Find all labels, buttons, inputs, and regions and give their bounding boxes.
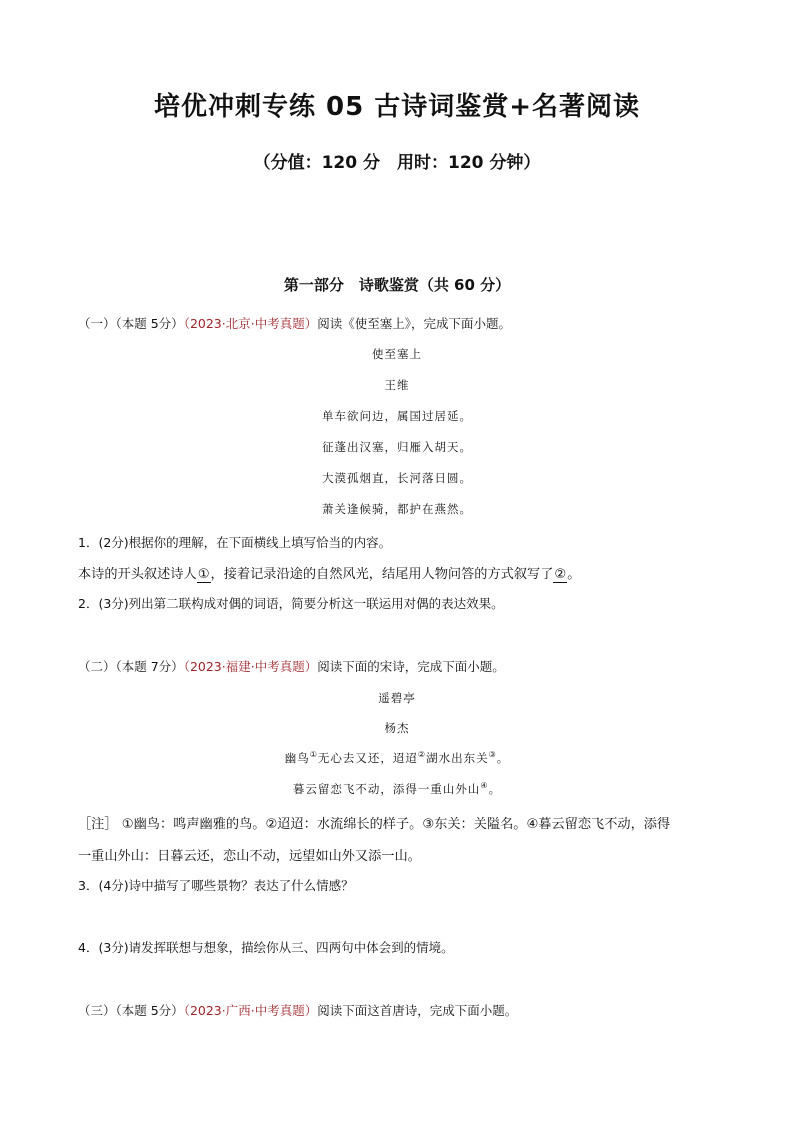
poem-line: 暮云留恋飞不动，添得一重山外山④。 (292, 781, 502, 796)
poem-line: 大漠孤烟直，长河落日圆。 (322, 471, 472, 485)
section-instruction: 阅读下面这首唐诗，完成下面小题。 (317, 1003, 518, 1018)
poem-line: 征蓬出汉塞，归雁入胡天。 (322, 440, 472, 454)
section-prefix: （三）（本题 5分） (78, 1003, 184, 1018)
part-heading: 第一部分 诗歌鉴赏（共 60 分） (283, 276, 511, 294)
poem-title: 使至塞上 (372, 347, 422, 361)
section-2-header (78, 657, 505, 675)
footnote-line: 一重山外山：日暮云还，恋山不动，远望如山外又添一山。 (78, 849, 421, 864)
answer-blank-2[interactable]: ② (554, 567, 567, 582)
section-source: （2023·福建·中考真题） (183, 659, 318, 674)
poem-line: 单车欲问边，属国过居延。 (322, 409, 472, 423)
question-4: 4．(3分)请发挥联想与想象，描绘你从三、四两句中体会到的情境。 (78, 940, 454, 955)
question-2: 2．(3分)列出第二联构成对偶的词语，简要分析这一联运用对偶的表达效果。 (78, 596, 504, 611)
document-title: 培优冲刺专练 05 古诗词鉴赏+名著阅读 (153, 92, 641, 122)
poem-author: 杨杰 (384, 721, 410, 735)
poem-title: 遥碧亭 (378, 691, 416, 705)
section-3-header (78, 1001, 517, 1019)
section-source: （2023·北京·中考真题） (183, 316, 318, 331)
section-instruction: 阅读《使至塞上》，完成下面小题。 (317, 316, 511, 331)
question-3: 3．(4分)诗中描写了哪些景物？表达了什么情感？ (78, 878, 354, 893)
poem-author: 王维 (384, 378, 410, 392)
poem-line: 萧关逢候骑，都护在燕然。 (322, 502, 472, 516)
section-prefix: （二）（本题 7分） (78, 659, 184, 674)
question-1-fill-text: 本诗的开头叙述诗人①，接着记录沿途的自然风光，结尾用人物问答的方式叙写了②。 (78, 567, 581, 582)
section-prefix: （一）（本题 5分） (78, 316, 184, 331)
section-instruction: 阅读下面的宋诗，完成下面小题。 (317, 659, 505, 674)
question-1: 1．(2分)根据你的理解，在下面横线上填写恰当的内容。 (78, 535, 392, 550)
section-1-header (78, 314, 511, 332)
poem-line: 幽鸟①无心去又还，迢迢②湖水出东关③。 (284, 750, 510, 765)
section-source: （2023·广西·中考真题） (183, 1003, 318, 1018)
answer-blank-1[interactable]: ① (197, 567, 210, 582)
footnote-line: ［注］ ①幽鸟：鸣声幽雅的鸟。②迢迢：水流绵长的样子。③东关：关隘名。④暮云留恋飞不动，添得 (78, 817, 671, 832)
document-subtitle: （分值：120 分 用时：120 分钟） (253, 153, 541, 173)
